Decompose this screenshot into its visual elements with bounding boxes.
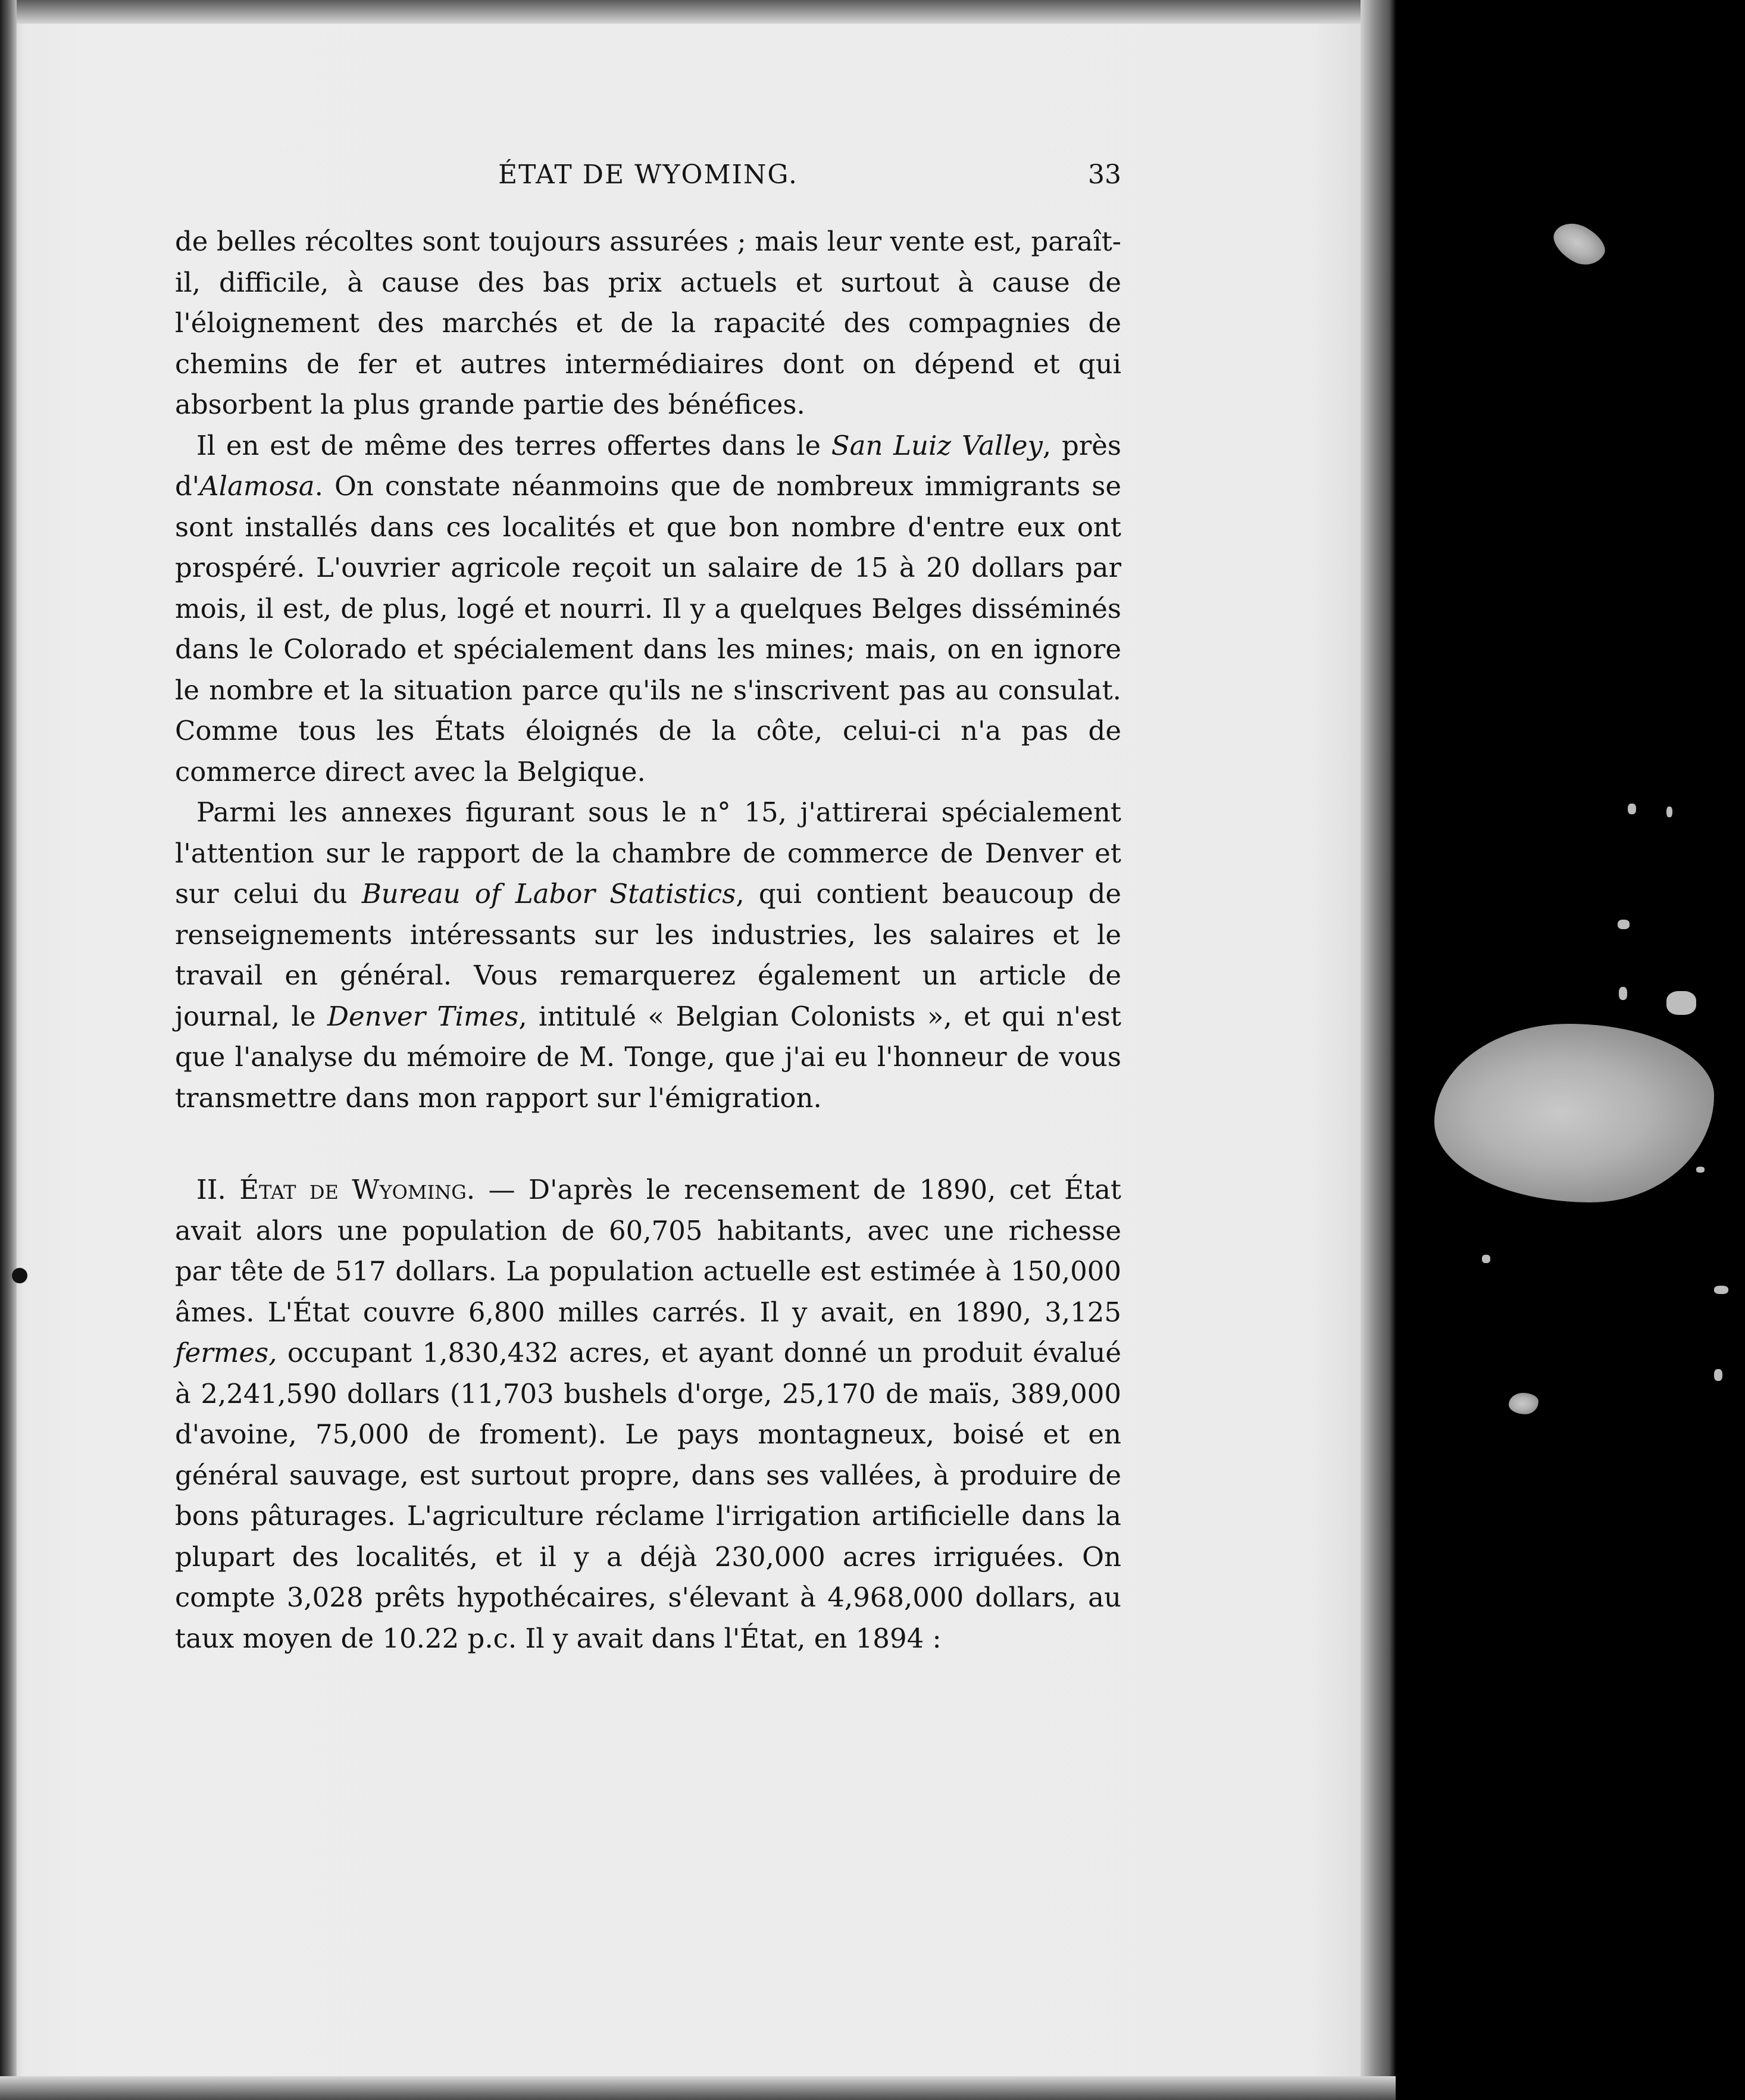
paragraph-3-text-c: , intitulé « Belgian Colonists », et qui n'est que l'analyse du mémoire de M. Tonge, que j'ai eu l'honneur de vous transmettre dans mon rapport sur l'émigration. bbox=[175, 1000, 1121, 1114]
page-top-shadow bbox=[0, 0, 1396, 24]
paragraph-2-italic-san-luiz: San Luiz Valley bbox=[831, 429, 1043, 461]
scanner-bed-speck-8 bbox=[1714, 1369, 1722, 1381]
paragraph-2 bbox=[175, 426, 1121, 793]
scanner-bed-speck-9 bbox=[1696, 1167, 1705, 1173]
scanner-bed-stain-large bbox=[1434, 1024, 1714, 1202]
scanner-bed-speck-5 bbox=[1666, 991, 1696, 1015]
scanner-bed-speck-7 bbox=[1714, 1286, 1728, 1294]
scanner-bed-speck-4 bbox=[1619, 987, 1627, 1000]
paragraph-4-section-wyoming bbox=[175, 1170, 1121, 1659]
paragraph-3-italic-bureau: Bureau of Labor Statistics bbox=[361, 878, 736, 910]
paragraph-3-text-a: Parmi les annexes figurant sous le n° 15, j'attirerai spécialement l'attention sur le rapport de la chambre de commerce de Denver et sur celui du bbox=[175, 796, 1121, 910]
paragraph-2-text-c: . On constate néanmoins que de nombreux immigrants se sont installés dans ces localités et que bon nombre d'entre eux ont prospéré. L'ouvrier agricole reçoit un salaire de 15 à 20 dollars par mois, il est, de plus, logé et nourri. Il y a quelques Belges disséminés dans le Colorado et spécialement dans les mines; mais, on en ignore le nombre et la situation parce qu'ils ne s'inscrivent pas au consulat. Comme tous les États éloignés de la côte, celui-ci n'a pas de commerce direct avec la Belgique. bbox=[175, 470, 1121, 788]
page-body bbox=[175, 221, 1121, 1659]
paragraph-2-text-b: , près d' bbox=[175, 429, 1121, 502]
running-head bbox=[175, 160, 1121, 201]
gutter-ink-mark bbox=[12, 1268, 27, 1283]
left-gutter-shadow bbox=[0, 0, 17, 2100]
paragraph-2-text-a: Il en est de même des terres offertes dans le bbox=[196, 429, 831, 461]
page-bottom-shadow bbox=[0, 2076, 1396, 2100]
paragraph-1: de belles récoltes sont toujours assurées ; mais leur vente est, paraît-il, difficile, à cause des bas prix actuels et surtout à cause de l'éloignement des marchés et de la rapacité des compagnies de chemins de fer et autres intermédiaires dont on dépend et qui absorbent la plus grande partie des bénéfices. bbox=[175, 226, 1121, 420]
paragraph-4-italic-fermes: fermes, bbox=[175, 1337, 277, 1368]
running-head-title: ÉTAT DE WYOMING. bbox=[498, 160, 798, 190]
paragraph-4-text-a: — D'après le recensement de 1890, cet État avait alors une population de 60,705 habitants, avec une richesse par tête de 517 dollars. La population actuelle est estimée à 150,000 âmes. L'État couvre 6,800 milles carrés. Il y avait, en 1890, 3,125 bbox=[175, 1174, 1121, 1328]
scanner-bed-speck-3 bbox=[1618, 920, 1630, 929]
paragraph-3-italic-denver-times: Denver Times bbox=[327, 1000, 519, 1032]
book-spine-shadow bbox=[1361, 0, 1396, 2100]
scanner-bed-speck-1 bbox=[1628, 804, 1636, 814]
paragraph-3 bbox=[175, 792, 1121, 1118]
page-number: 33 bbox=[1088, 160, 1121, 190]
paragraph-2-italic-alamosa: Alamosa bbox=[199, 470, 315, 502]
section-heading-wyoming: II. État de Wyoming. bbox=[196, 1174, 476, 1205]
scanner-bed-stain-small-1 bbox=[1547, 215, 1611, 273]
scanner-bed-stain-small-2 bbox=[1509, 1393, 1538, 1414]
paragraph-4-text-b: occupant 1,830,432 acres, et ayant donné un produit évalué à 2,241,590 dollars (11,703 bushels d'orge, 25,170 de maïs, 389,000 d'avoine, 75,000 de froment). Le pays montagneux, boisé et en général sauvage, est surtout propre, dans ses vallées, à produire de bons pâturages. L'agriculture réclame l'irrigation artificielle dans la plupart des localités, et il y a déjà 230,000 acres irriguées. On compte 3,028 prêts hypothécaires, s'élevant à 4,968,000 dollars, au taux moyen de 10.22 p.c. Il y avait dans l'État, en 1894 : bbox=[175, 1337, 1121, 1654]
scanner-bed-speck-6 bbox=[1482, 1255, 1490, 1263]
paragraph-3-text-b: , qui contient beaucoup de renseignements intéressants sur les industries, les salaires et le travail en général. Vous remarquerez également un article de journal, le bbox=[175, 878, 1122, 1032]
scanner-bed-speck-2 bbox=[1666, 807, 1672, 817]
